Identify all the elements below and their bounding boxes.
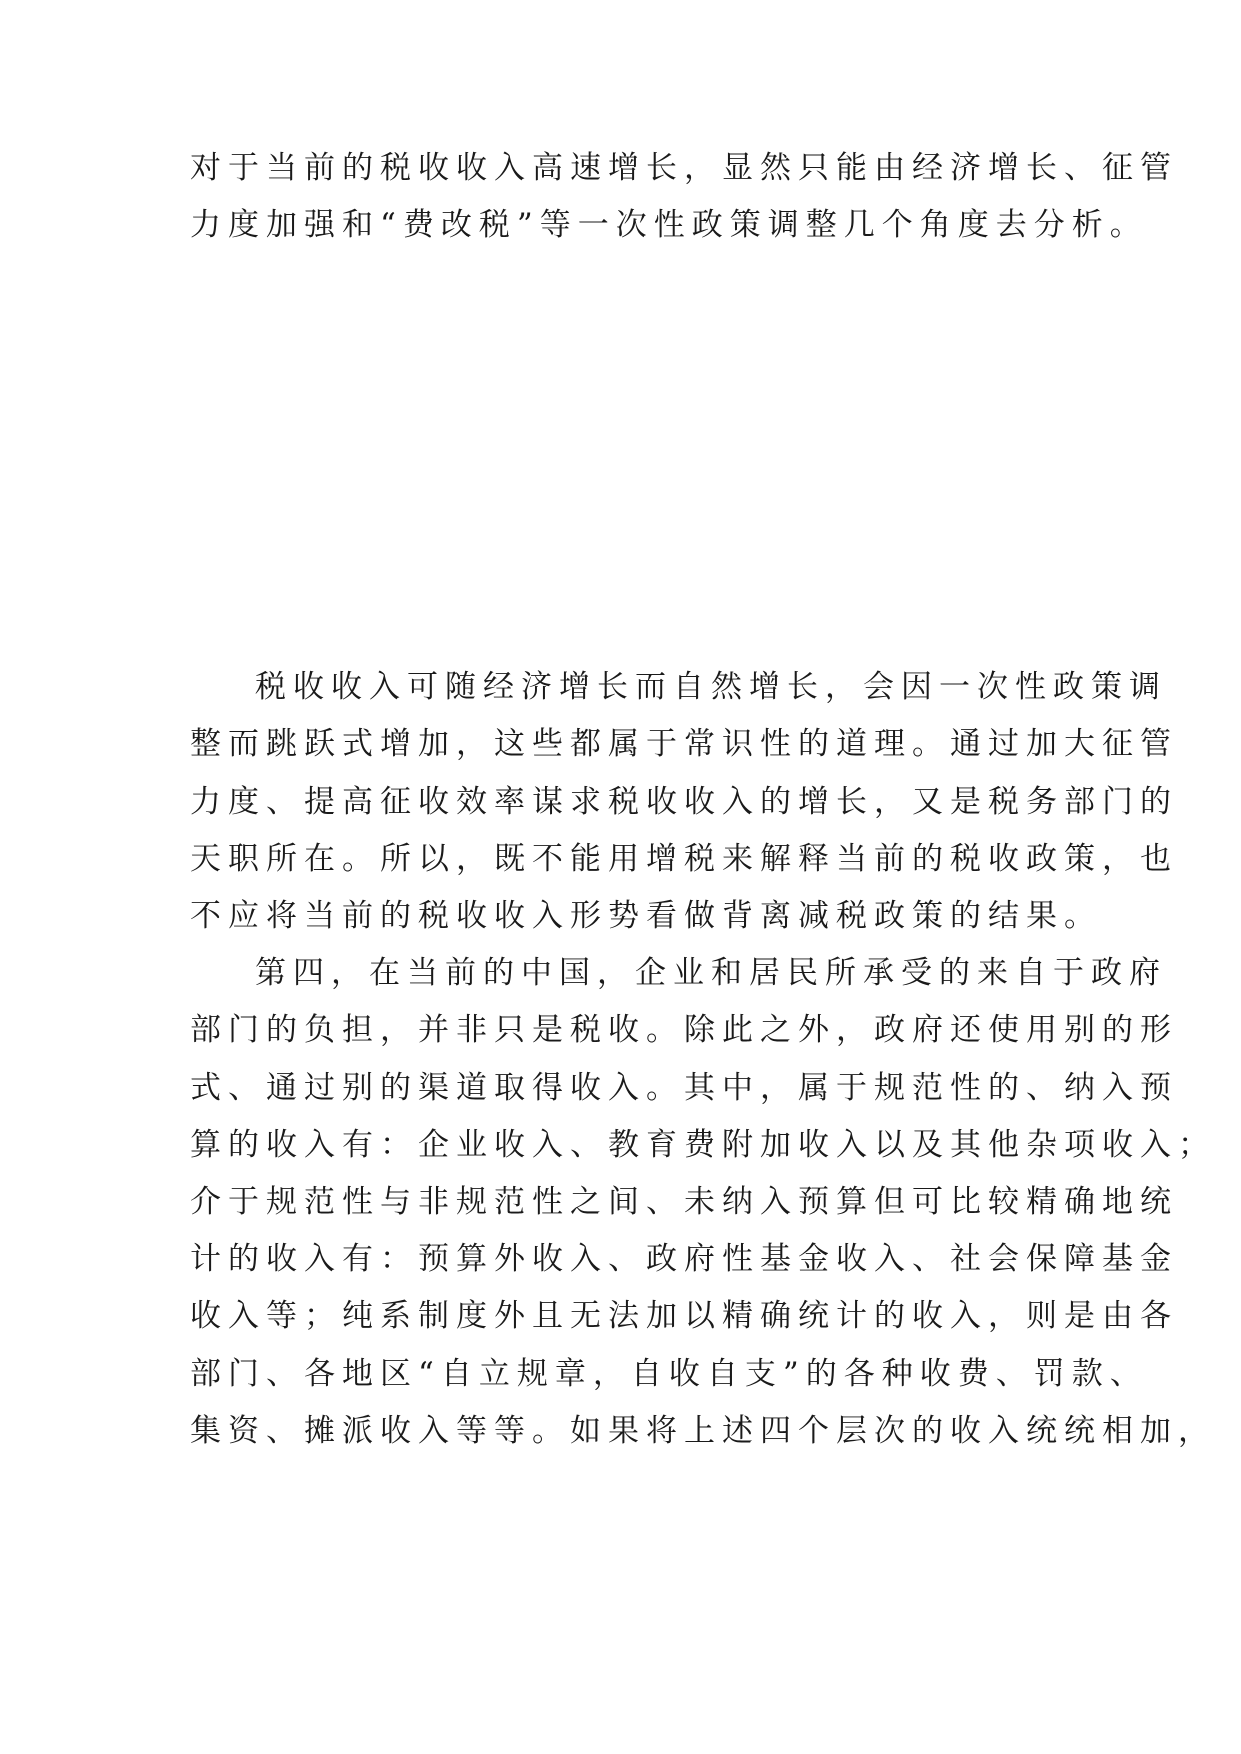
paragraph-1-line-5: 不应将当前的税收收入形势看做背离减税政策的结果。 <box>190 898 1102 934</box>
paragraph-1-line-3: 力度、提高征收效率谋求税收收入的增长，又是税务部门的 <box>190 784 1178 820</box>
paragraph-2-line-1: 第四，在当前的中国，企业和居民所承受的来自于政府 <box>255 955 1167 991</box>
paragraph-2-line-2: 部门的负担，并非只是税收。除此之外，政府还使用别的形 <box>190 1012 1178 1048</box>
fragment-line-1: 对于当前的税收收入高速增长，显然只能由经济增长、征管 <box>190 150 1178 186</box>
paragraph-2-line-9: 集资、摊派收入等等。如果将上述四个层次的收入统统相加， <box>190 1413 1216 1449</box>
paragraph-1-line-1: 税收收入可随经济增长而自然增长，会因一次性政策调 <box>255 669 1167 705</box>
paragraph-2-line-5: 介于规范性与非规范性之间、未纳入预算但可比较精确地统 <box>190 1184 1178 1220</box>
fragment-line-2: 力度加强和“费改税”等一次性政策调整几个角度去分析。 <box>190 207 1148 243</box>
paragraph-1-line-4: 天职所在。所以，既不能用增税来解释当前的税收政策，也 <box>190 841 1178 877</box>
paragraph-2-line-8: 部门、各地区“自立规章，自收自支”的各种收费、罚款、 <box>190 1356 1148 1392</box>
paragraph-2-line-4: 算的收入有：企业收入、教育费附加收入以及其他杂项收入； <box>190 1127 1216 1163</box>
paragraph-2-line-3: 式、通过别的渠道取得收入。其中，属于规范性的、纳入预 <box>190 1070 1178 1106</box>
paragraph-2-line-7: 收入等；纯系制度外且无法加以精确统计的收入，则是由各 <box>190 1298 1178 1334</box>
paragraph-1-line-2: 整而跳跃式增加，这些都属于常识性的道理。通过加大征管 <box>190 726 1178 762</box>
paragraph-2-line-6: 计的收入有：预算外收入、政府性基金收入、社会保障基金 <box>190 1241 1178 1277</box>
